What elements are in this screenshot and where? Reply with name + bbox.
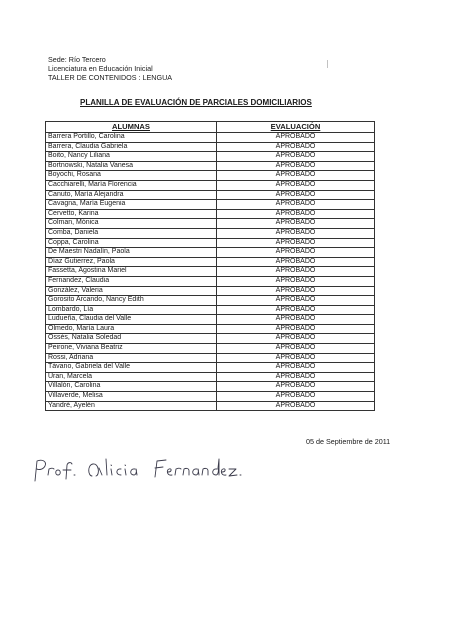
stray-pen-mark [326, 60, 329, 68]
evaluation-cell: APROBADO [217, 401, 375, 411]
table-row [46, 267, 375, 277]
evaluation-cell: APROBADO [217, 392, 375, 402]
grades-table [45, 121, 375, 411]
taller-line: TALLER DE CONTENIDOS : LENGUA [48, 73, 173, 82]
student-name-cell: González, Valeria [46, 286, 217, 296]
evaluation-cell: APROBADO [217, 382, 375, 392]
document-date: 05 de Septiembre de 2011 [306, 437, 391, 446]
evaluation-cell: APROBADO [217, 133, 375, 143]
table-row [46, 248, 375, 258]
table-row [46, 382, 375, 392]
evaluation-cell: APROBADO [217, 161, 375, 171]
student-name-cell: Fassetta, Agostina Mariel [46, 267, 217, 277]
evaluation-cell: APROBADO [217, 286, 375, 296]
table-row [46, 372, 375, 382]
evaluation-cell: APROBADO [217, 171, 375, 181]
student-name-cell: Villalón, Carolina [46, 382, 217, 392]
table-row [46, 315, 375, 325]
table-row [46, 171, 375, 181]
carrera-line: Licenciatura en Educación Inicial [48, 64, 153, 73]
column-header-alumnas: ALUMNAS [46, 122, 217, 133]
table-row [46, 363, 375, 373]
table-row [46, 180, 375, 190]
table-row [46, 334, 375, 344]
student-name-cell: Yandré, Ayelén [46, 401, 217, 411]
evaluation-cell: APROBADO [217, 248, 375, 258]
student-name-cell: Cacchiarelli, María Florencia [46, 180, 217, 190]
evaluation-cell: APROBADO [217, 190, 375, 200]
student-name-cell: Bortnowski, Natalia Vanesa [46, 161, 217, 171]
student-name-cell: Gorosito Arcando, Nancy Edith [46, 296, 217, 306]
evaluation-cell: APROBADO [217, 228, 375, 238]
evaluation-cell: APROBADO [217, 238, 375, 248]
student-name-cell: Canuto, María Alejandra [46, 190, 217, 200]
student-name-cell: Ludueña, Claudia del Valle [46, 315, 217, 325]
evaluation-cell: APROBADO [217, 267, 375, 277]
evaluation-cell: APROBADO [217, 324, 375, 334]
student-name-cell: Barrera, Claudia Gabriela [46, 142, 217, 152]
student-name-cell: Coppa, Carolina [46, 238, 217, 248]
evaluation-cell: APROBADO [217, 315, 375, 325]
evaluation-cell: APROBADO [217, 142, 375, 152]
table-row [46, 324, 375, 334]
handwritten-signature [30, 451, 275, 491]
student-name-cell: Cervetto, Karina [46, 209, 217, 219]
sede-line: Sede: Río Tercero [48, 55, 106, 64]
table-row [46, 209, 375, 219]
column-header-evaluacion: EVALUACIÓN [217, 122, 375, 133]
table-row [46, 238, 375, 248]
student-name-cell: Colman, Mónica [46, 219, 217, 229]
table-row [46, 401, 375, 411]
evaluation-cell: APROBADO [217, 372, 375, 382]
evaluation-cell: APROBADO [217, 209, 375, 219]
table-body [46, 133, 375, 411]
table-row [46, 219, 375, 229]
table-row [46, 133, 375, 143]
evaluation-cell: APROBADO [217, 296, 375, 306]
student-name-cell: Boito, Nancy Liliana [46, 152, 217, 162]
evaluation-cell: APROBADO [217, 363, 375, 373]
student-name-cell: Barrera Portillo, Carolina [46, 133, 217, 143]
evaluation-cell: APROBADO [217, 257, 375, 267]
student-name-cell: Ossés, Natalia Soledad [46, 334, 217, 344]
table-row [46, 200, 375, 210]
student-name-cell: Villaverde, Melisa [46, 392, 217, 402]
evaluation-cell: APROBADO [217, 219, 375, 229]
student-name-cell: Rossi, Adriana [46, 353, 217, 363]
evaluation-cell: APROBADO [217, 344, 375, 354]
evaluation-cell: APROBADO [217, 180, 375, 190]
student-name-cell: Díaz Gutierrez, Paola [46, 257, 217, 267]
evaluation-cell: APROBADO [217, 152, 375, 162]
table-row [46, 392, 375, 402]
table-row [46, 257, 375, 267]
table-row [46, 228, 375, 238]
student-name-cell: Cavagna, María Eugenia [46, 200, 217, 210]
table-row [46, 353, 375, 363]
evaluation-cell: APROBADO [217, 353, 375, 363]
table-header-row [46, 122, 375, 133]
table-row [46, 161, 375, 171]
table-row [46, 152, 375, 162]
student-name-cell: Boyochi, Rosana [46, 171, 217, 181]
table-row [46, 296, 375, 306]
student-name-cell: Comba, Daniela [46, 228, 217, 238]
student-name-cell: Fernandez, Claudia [46, 276, 217, 286]
student-name-cell: Uran, Marcela [46, 372, 217, 382]
evaluation-cell: APROBADO [217, 305, 375, 315]
student-name-cell: Peirone, Viviana Beatriz [46, 344, 217, 354]
table-row [46, 142, 375, 152]
student-name-cell: Olmedo, María Laura [46, 324, 217, 334]
evaluation-cell: APROBADO [217, 200, 375, 210]
student-name-cell: Lombardo, Lía [46, 305, 217, 315]
evaluation-cell: APROBADO [217, 276, 375, 286]
table-row [46, 305, 375, 315]
table-row [46, 276, 375, 286]
evaluation-cell: APROBADO [217, 334, 375, 344]
document-title: PLANILLA DE EVALUACIÓN DE PARCIALES DOMICILIARIOS [80, 98, 312, 107]
table-row [46, 286, 375, 296]
student-name-cell: Távano, Gabriela del Valle [46, 363, 217, 373]
table-row [46, 190, 375, 200]
student-name-cell: De Maestri Nadalín, Paola [46, 248, 217, 258]
table-row [46, 344, 375, 354]
document-header [48, 55, 172, 82]
